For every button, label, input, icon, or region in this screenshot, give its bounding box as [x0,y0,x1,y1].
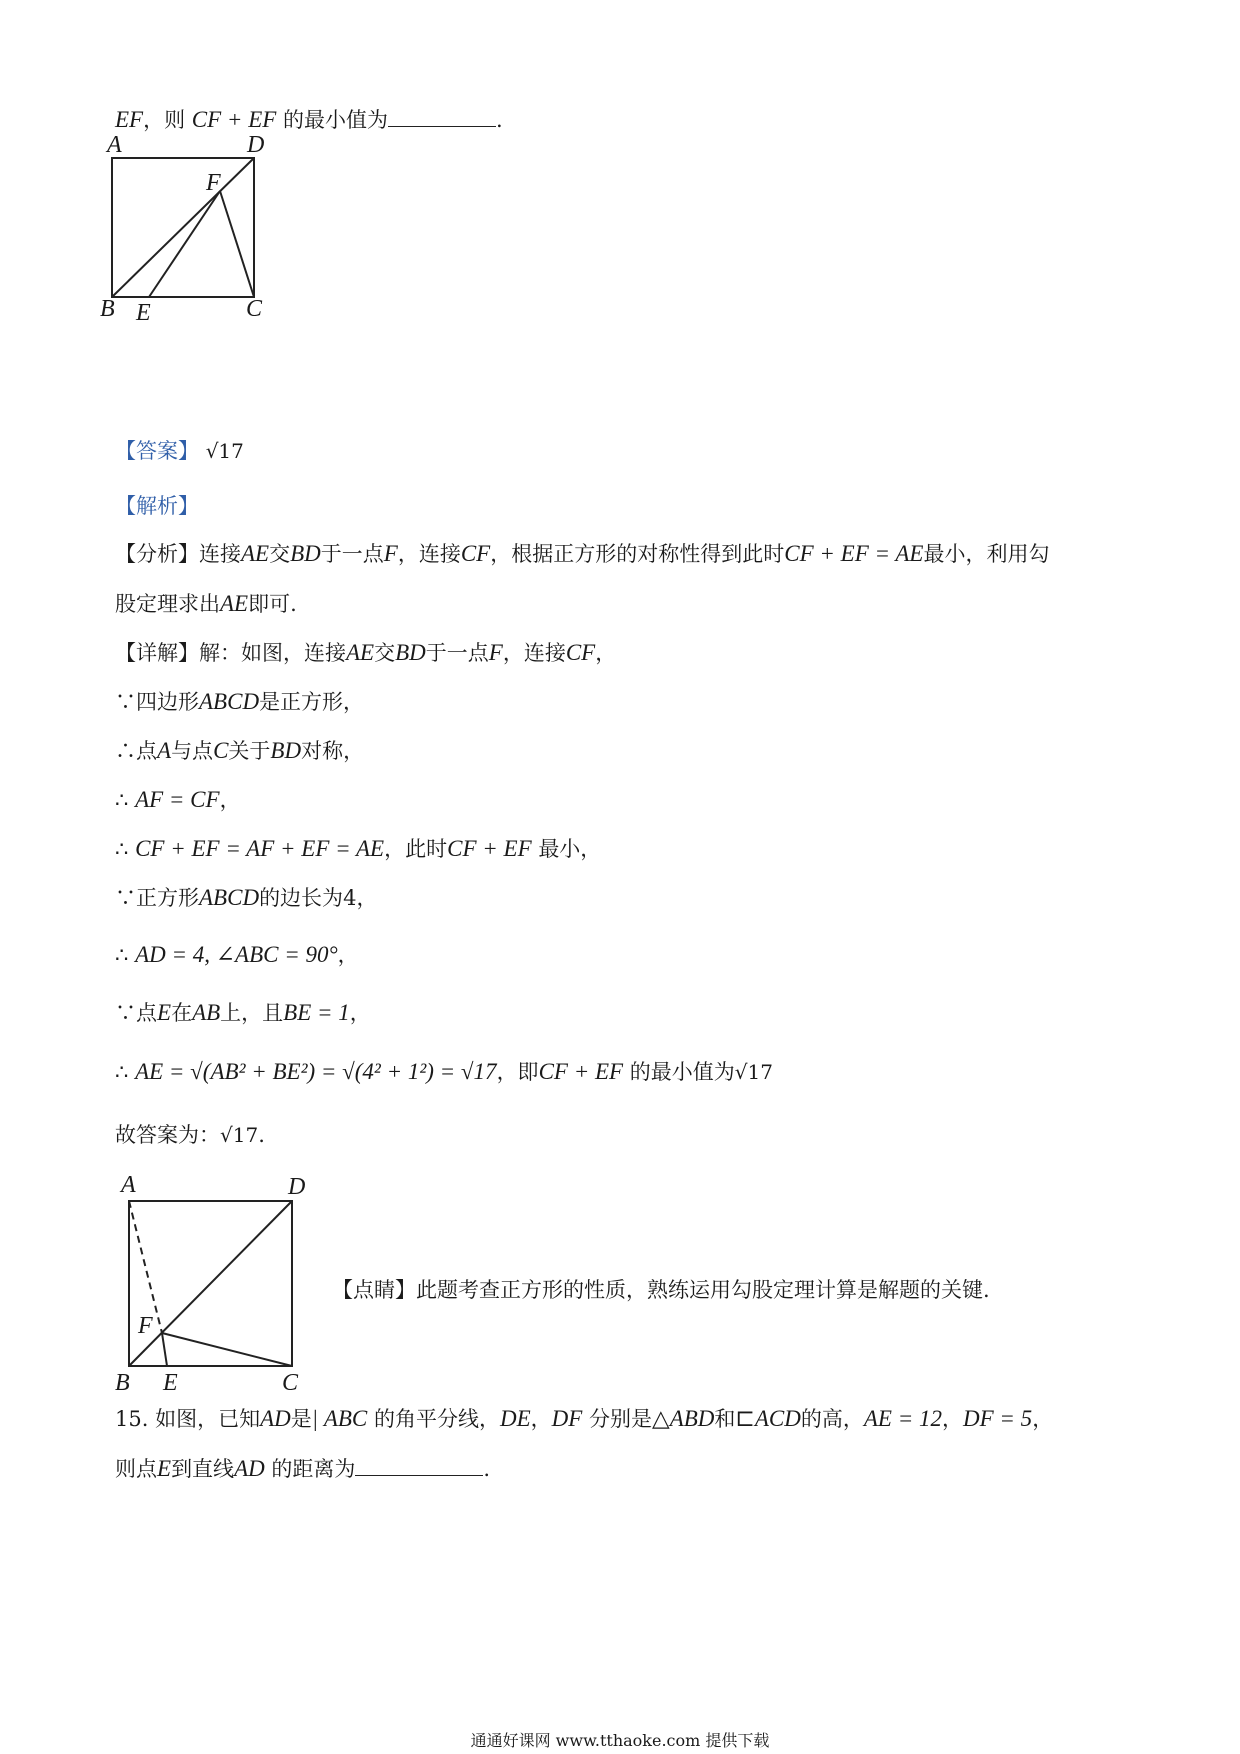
math: DE [499,1406,531,1431]
math: AD = 4, ∠ABC = 90° [135,942,338,967]
answer-value: √17 [205,439,244,463]
math: CF + EF [538,1059,624,1084]
math: ABCD [199,885,260,910]
text: 是正方形， [259,690,365,714]
text: 上，且 [220,1001,284,1025]
math: F [488,640,503,665]
question-15-line-1 [115,1404,1053,1434]
math: CF + EF = AE [784,541,924,566]
text: 的边长为 [259,886,344,910]
text: 此题考查正方形的性质，熟练运用勾股定理计算是解题的关键. [416,1278,990,1302]
label-c: C [246,296,263,322]
math: E [157,1456,172,1481]
text: 股定理求出 [115,592,220,616]
text: ∴点 [115,739,157,763]
text: 解：如图，连接 [199,641,346,665]
label-b: B [115,1370,130,1396]
text: ， [337,943,359,967]
math: CF + EF [447,836,532,861]
text: 和 [714,1407,736,1431]
step-6 [115,940,359,970]
text: 交 [374,641,396,665]
math: F [383,541,398,566]
math: C [213,738,229,763]
text: 连接 [199,542,241,566]
math: DF = 5 [963,1406,1033,1431]
question-number: 15. [115,1407,149,1431]
text: ∴ [115,943,129,967]
text: ∵正方形 [115,886,199,910]
text: ∴ [115,788,129,812]
text: 的最小值为 [283,108,388,132]
text: ， [356,886,378,910]
math: √17 [220,1123,259,1147]
text: 最小，利用勾 [923,542,1050,566]
square-figure-1 [100,128,300,328]
label-f: F [138,1313,153,1339]
step-7 [115,998,371,1028]
math: BD [395,640,426,665]
question-15-line-2 [115,1453,490,1484]
fenxi-line-1 [115,539,1049,569]
text: 即可. [248,592,297,616]
text: 的角平分线， [373,1407,500,1431]
text: ，则 [143,108,186,132]
text: . [496,108,503,132]
step-3 [115,785,241,815]
text: ∴ [115,837,129,861]
label-b: B [100,296,115,322]
label-a: A [121,1172,136,1198]
answer-tag: 【答案】 [115,439,199,463]
label-a: A [107,132,122,158]
text: ， [595,641,617,665]
dianjing-tag: 【点睛】 [332,1278,416,1302]
math: ABCD [199,689,260,714]
xiangjie-line [115,638,616,668]
step-8 [115,1057,773,1087]
step-2 [115,736,364,766]
text: 4 [343,886,357,910]
text: ，即 [496,1060,539,1084]
text: 到直线 [171,1457,235,1481]
math: BE = 1 [283,1000,350,1025]
math: AF = CF [135,787,220,812]
text: 于一点 [320,542,384,566]
math: AE = 12 [863,1406,942,1431]
math: AD [260,1406,291,1431]
square-figure-2 [110,1168,320,1396]
math: AB [192,1000,221,1025]
text: 分别是 [589,1407,652,1431]
text: 的高， [800,1407,864,1431]
text: 故答案为： [115,1123,220,1147]
math-ef: EF [115,107,144,132]
math: A [157,738,172,763]
math: E [157,1000,172,1025]
text: ，连接 [397,542,461,566]
label-e: E [163,1370,178,1396]
label-f: F [206,170,221,196]
text: 最小， [538,837,602,861]
math: | ABC [311,1406,368,1431]
text: 与点 [171,739,214,763]
label-c: C [282,1370,299,1396]
text: . [258,1123,265,1147]
text: 关于 [228,739,271,763]
fenxi-line-2 [115,589,297,619]
math: AE [241,541,270,566]
text: ∵四边形 [115,690,199,714]
math: CF [565,640,596,665]
math-expression: CF + EF [191,107,277,132]
text: ， [349,1001,371,1025]
step-9 [115,1120,265,1150]
text: ，连接 [502,641,566,665]
text: ∴ [115,1060,129,1084]
analysis-tag: 【解析】 [115,494,199,518]
text: 交 [269,542,291,566]
text: 如图，已知 [155,1407,261,1431]
math: BD [290,541,321,566]
text: ， [530,1407,552,1431]
answer-blank [355,1453,483,1476]
label-d: D [247,132,265,158]
text: ， [219,788,241,812]
math: AD [234,1456,265,1481]
label-e: E [136,300,151,326]
text: 是 [290,1407,312,1431]
step-1 [115,687,364,717]
math: DF [551,1406,583,1431]
math: AE = √(AB² + BE²) = √(4² + 1²) = √17 [135,1059,497,1084]
math: BD [270,738,302,763]
text: ， [942,1407,963,1431]
fenxi-tag: 【分析】 [115,542,199,566]
text: . [483,1457,491,1481]
math: √17 [734,1060,773,1084]
dianjing-line [332,1275,990,1305]
segment-fe [162,1333,167,1366]
text: 则点 [115,1457,157,1481]
diagonal-bd [129,1201,292,1366]
text: ，此时 [384,837,448,861]
math: CF + EF = AF + EF = AE [135,836,385,861]
xiangjie-tag: 【详解】 [115,641,199,665]
segment-fc [220,191,254,297]
math: AE [220,591,249,616]
text: ，根据正方形的对称性得到此时 [490,542,785,566]
footer: 通通好课网 www.tthaoke.com 提供下载 [470,1731,770,1750]
text: 在 [171,1001,193,1025]
answer-blank [388,104,496,127]
text: 对称， [301,739,365,763]
segment-ef [149,191,220,297]
step-5 [115,883,377,913]
text: 的距离为 [271,1457,356,1481]
math: ⊏ACD [735,1406,801,1431]
segment-fc [162,1333,292,1366]
text: ∵点 [115,1001,157,1025]
text: 于一点 [425,641,489,665]
step-4 [115,834,601,864]
answer-line [115,436,244,466]
text: 的最小值为 [629,1060,735,1084]
math: AE [346,640,375,665]
label-d: D [288,1174,306,1200]
math: △ABD [652,1406,715,1431]
math: CF [460,541,491,566]
text: ， [1032,1407,1054,1431]
